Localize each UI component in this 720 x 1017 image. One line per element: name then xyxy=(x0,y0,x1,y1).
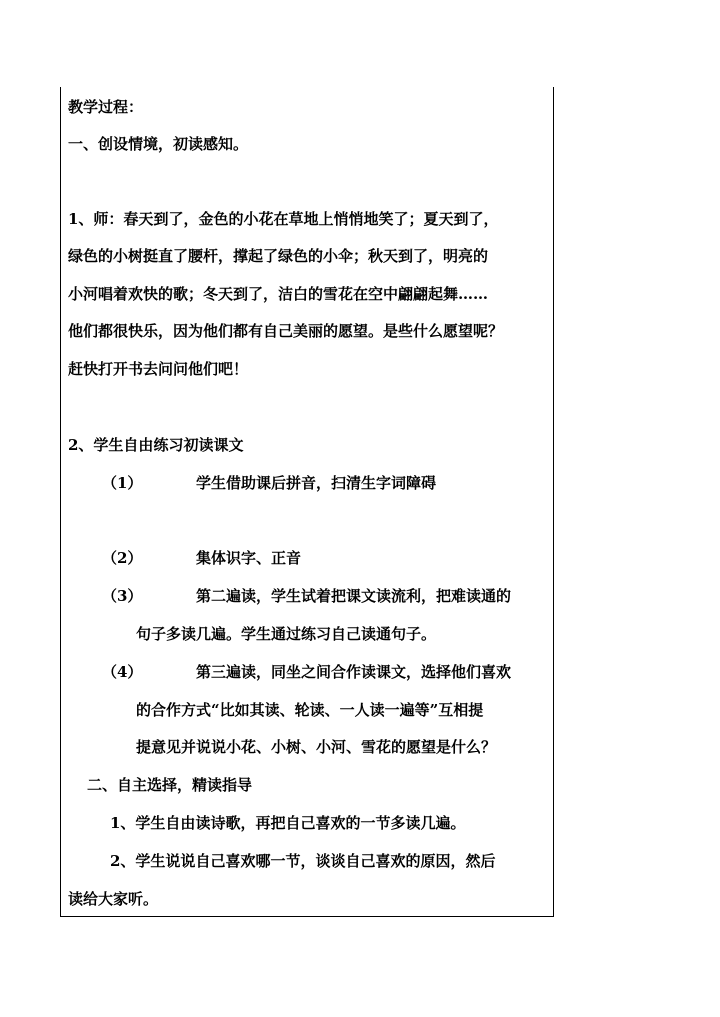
heading-2: 二、自主选择，精读指导 xyxy=(87,776,253,794)
section-title: 教学过程： xyxy=(68,98,144,116)
heading-1: 一、创设情境，初读感知。 xyxy=(68,135,249,153)
step-line: 集体识字、正音 xyxy=(196,549,302,567)
step-num: （4） xyxy=(102,663,143,681)
step-num: （2） xyxy=(102,549,143,567)
step-line: 的合作方式“比如其读、轮读、一人读一遍等”互相提 xyxy=(136,701,484,719)
s2-item-2-cont: 读给大家听。 xyxy=(68,890,159,908)
item-2: 2、学生自由练习初读课文 xyxy=(68,436,244,454)
s2-item-1: 1、学生自由读诗歌，再把自己喜欢的一节多读几遍。 xyxy=(110,814,466,832)
step-line: 第三遍读，同坐之间合作读课文，选择他们喜欢 xyxy=(196,663,512,681)
step-line: 提意见并说说小花、小树、小河、雪花的愿望是什么？ xyxy=(136,738,497,756)
step-line: 句子多读几遍。学生通过练习自己读通句子。 xyxy=(136,625,437,643)
para-line: 赶快打开书去问问他们吧！ xyxy=(68,360,249,378)
para-line: 1、师：春天到了，金色的小花在草地上悄悄地笑了；夏天到了， xyxy=(68,210,499,228)
para-line: 绿色的小树挺直了腰杆，撑起了绿色的小伞；秋天到了，明亮的 xyxy=(68,247,489,265)
para-line: 他们都很快乐，因为他们都有自己美丽的愿望。是些什么愿望呢？ xyxy=(68,322,504,340)
step-line: 第二遍读，学生试着把课文读流利，把难读通的 xyxy=(196,587,512,605)
step-num: （3） xyxy=(102,587,143,605)
step-line: 学生借助课后拼音，扫清生字词障碍 xyxy=(196,474,437,492)
para-line: 小河唱着欢快的歌；冬天到了，洁白的雪花在空中翩翩起舞…… xyxy=(68,285,489,303)
step-num: （1） xyxy=(102,474,143,492)
s2-item-2: 2、学生说说自己喜欢哪一节，谈谈自己喜欢的原因，然后 xyxy=(110,852,496,870)
